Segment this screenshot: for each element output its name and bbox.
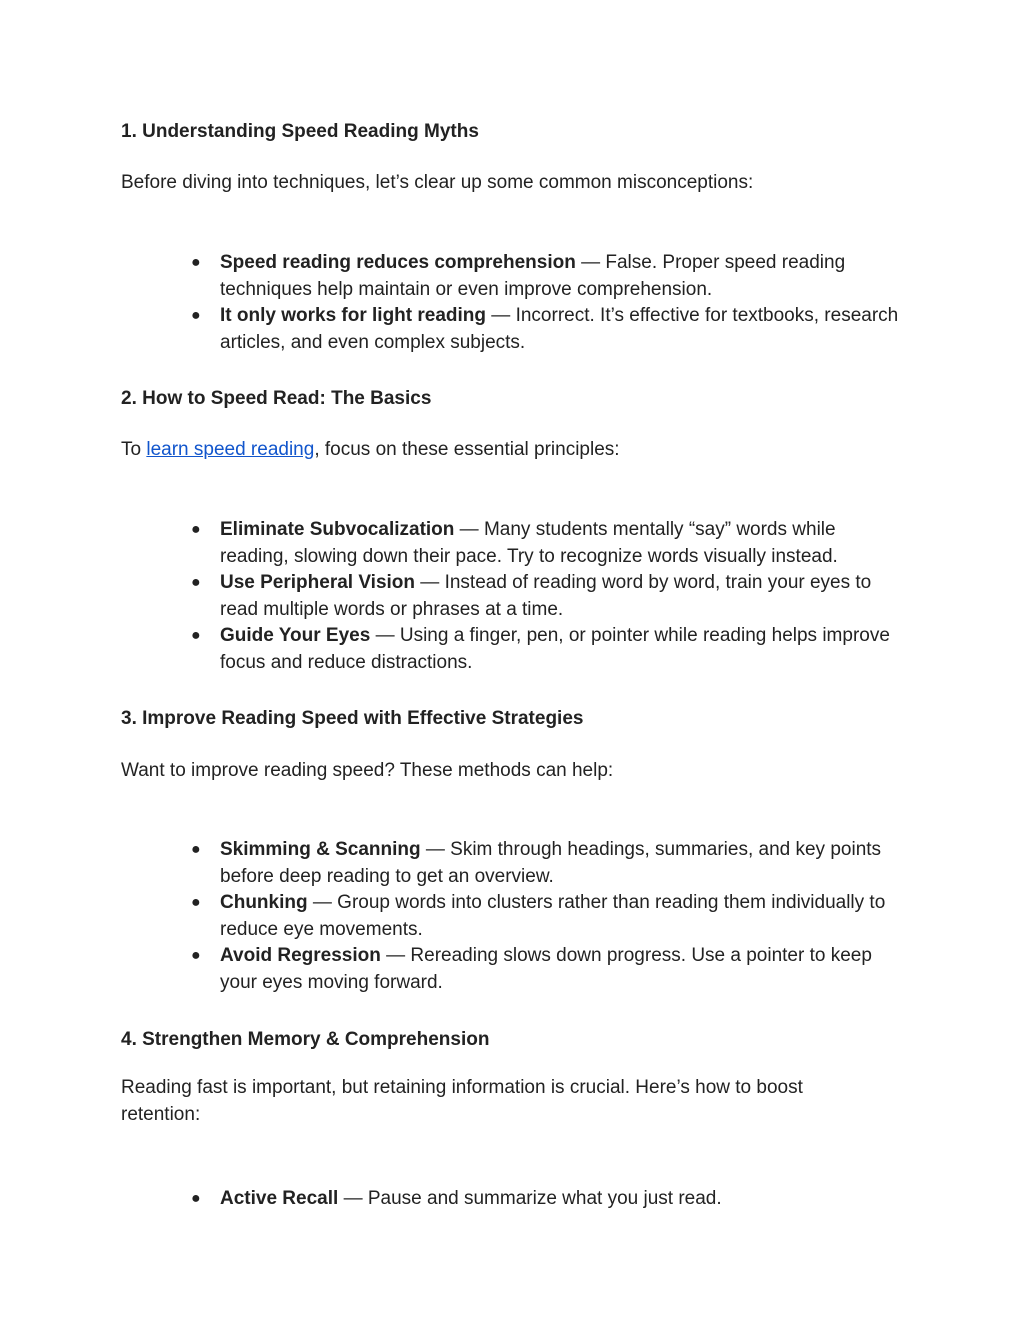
list-item (0, 517, 900, 570)
section-heading-3: 3. Improve Reading Speed with Effective Strategies (121, 708, 584, 729)
section-list-3 (0, 837, 1024, 996)
list-item-term: Active Recall (220, 1188, 339, 1209)
bullet-icon: ● (191, 1190, 201, 1207)
list-item (0, 250, 900, 303)
list-item-text: — Using a finger, pen, or pointer while reading helps improve focus and reduce distractions. (220, 625, 890, 673)
section-list-4 (0, 1186, 1024, 1213)
list-item-text: — Instead of reading word by word, train your eyes to read multiple words or phrases at a time. (220, 572, 872, 620)
list-item-term: It only works for light reading (220, 305, 487, 326)
bullet-icon: ● (191, 841, 201, 858)
section-intro-4: Reading fast is important, but retaining information is crucial. Here’s how to boost retention: (121, 1077, 803, 1125)
list-item-term: Speed reading reduces comprehension (220, 252, 576, 273)
list-item (0, 837, 900, 890)
intro-suffix: , focus on these essential principles: (314, 439, 620, 460)
list-item (0, 1186, 900, 1213)
list-item (0, 943, 900, 996)
list-item (0, 890, 900, 943)
list-item-text: — Pause and summarize what you just read. (338, 1188, 722, 1209)
list-item-term: Use Peripheral Vision (220, 572, 416, 593)
list-item-text: — False. Proper speed reading techniques help maintain or even improve comprehension. (220, 252, 846, 300)
list-item-text: — Skim through headings, summaries, and key points before deep reading to get an overview. (220, 839, 882, 887)
section-intro-1: Before diving into techniques, let’s clear up some common misconceptions: (121, 172, 754, 193)
list-item (0, 303, 900, 356)
list-item-text: — Incorrect. It’s effective for textbooks, research articles, and even complex subjects. (220, 305, 899, 353)
bullet-icon: ● (191, 307, 201, 324)
section-list-1 (0, 250, 1024, 356)
learn-speed-reading-link[interactable]: learn speed reading (146, 439, 315, 460)
list-item-text: — Rereading slows down progress. Use a pointer to keep your eyes moving forward. (220, 945, 872, 993)
bullet-icon: ● (191, 254, 201, 271)
list-item-text: — Group words into clusters rather than reading them individually to reduce eye movements. (220, 892, 886, 940)
section-list-2 (0, 517, 1024, 676)
list-item (0, 623, 900, 676)
bullet-icon: ● (191, 574, 201, 591)
list-item (0, 570, 900, 623)
list-item-term: Avoid Regression (220, 945, 381, 966)
list-item-term: Guide Your Eyes (220, 625, 371, 646)
section-heading-1: 1. Understanding Speed Reading Myths (121, 121, 479, 142)
section-intro-3: Want to improve reading speed? These methods can help: (121, 760, 614, 781)
bullet-icon: ● (191, 947, 201, 964)
bullet-icon: ● (191, 894, 201, 911)
section-heading-4: 4. Strengthen Memory & Comprehension (121, 1029, 490, 1050)
list-item-term: Chunking (220, 892, 308, 913)
section-intro-2 (121, 437, 881, 464)
list-item-term: Eliminate Subvocalization (220, 519, 455, 540)
intro-prefix: To (121, 439, 147, 460)
list-item-term: Skimming & Scanning (220, 839, 421, 860)
bullet-icon: ● (191, 521, 201, 538)
list-item-text: — Many students mentally “say” words while reading, slowing down their pace. Try to recognize words visually instead. (220, 519, 838, 567)
bullet-icon: ● (191, 627, 201, 644)
section-heading-2: 2. How to Speed Read: The Basics (121, 388, 432, 409)
